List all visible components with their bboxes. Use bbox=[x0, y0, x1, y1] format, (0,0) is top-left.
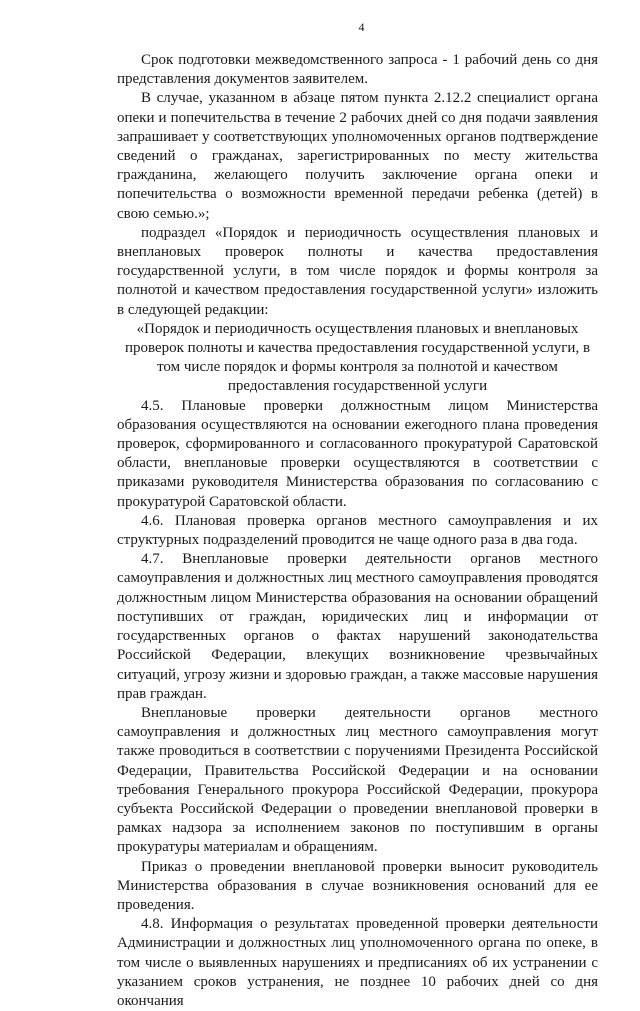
paragraph-4-6: 4.6. Плановая проверка органов местного самоуправления и их структурных подразделений проводится не чаще одного раза в два года. bbox=[117, 512, 598, 549]
paragraph-unscheduled-inspections: Внеплановые проверки деятельности органов местного самоуправления и должностных лиц местного самоуправления могут также проводиться в соответствии с поручениями Президента Российской Федерации, Правительства Российской Федерации и на основании требования Генерального прокурора Российской Федерации, прокурора субъекта Российской Федерации о проведении внеплановой проверки в рамках надзора за исполнением законов по поступившим в органы прокуратуры материалам и обращениям. bbox=[117, 704, 598, 856]
paragraph-subsection-amendment: подраздел «Порядок и периодичность осуществления плановых и внеплановых проверок полноты и качества предоставления государственной услуги, в том числе порядок и формы контроля за полнотой и качеством предоставления государственной услуги» изложить в следующей редакции: bbox=[117, 224, 598, 318]
section-heading: «Порядок и периодичность осуществления плановых и внеплановых проверок полноты и качества предоставления государственной услуги, в том числе порядок и формы контроля за полнотой и качеством предоставления государственной услуги bbox=[124, 320, 591, 395]
document-page bbox=[117, 20, 598, 1011]
paragraph-inspection-order: Приказ о проведении внеплановой проверки выносит руководитель Министерства образования в случае возникновения оснований для ее проведения. bbox=[117, 858, 598, 913]
paragraph-case-2-12-2: В случае, указанном в абзаце пятом пункта 2.12.2 специалист органа опеки и попечительства в течение 2 рабочих дней со дня подачи заявления запрашивает у соответствующих уполномоченных органов подтверждение сведений о гражданах, зарегистрированных по месту жительства гражданина, желающего получить заключение органа опеки и попечительства о возможности временной передачи ребенка (детей) в свою семью.»; bbox=[117, 90, 598, 222]
paragraph-request-deadline: Срок подготовки межведомственного запроса - 1 рабочий день со дня представления документов заявителем. bbox=[117, 52, 598, 88]
page-number: 4 bbox=[358, 20, 365, 34]
paragraph-4-7: 4.7. Внеплановые проверки деятельности органов местного самоуправления и должностных лиц местного самоуправления проводятся должностным лицом Министерства образования на основании обращений поступивших от граждан, юридических лиц и информации от государственных органов о фактах нарушений законодательства Российской Федерации, влекущих возникновение чрезвычайных ситуаций, угрозу жизни и здоровью граждан, а также массовые нарушения прав граждан. bbox=[117, 551, 598, 702]
paragraph-4-5: 4.5. Плановые проверки должностным лицом Министерства образования осуществляются на основании ежегодного плана проведения проверок, сформированного и согласованного прокуратурой Саратовской области, внеплановые проверки осуществляются в соответствии с приказами руководителя Министерства образования по согласованию с прокуратурой Саратовской области. bbox=[117, 397, 598, 510]
paragraph-4-8: 4.8. Информация о результатах проведенной проверки деятельности Администрации и должностных лиц уполномоченного органа по опеке, в том числе о выявленных нарушениях и предписаниях об их устранении с указанием сроков устранения, не позднее 10 рабочих дней со дня окончания bbox=[117, 916, 598, 1009]
